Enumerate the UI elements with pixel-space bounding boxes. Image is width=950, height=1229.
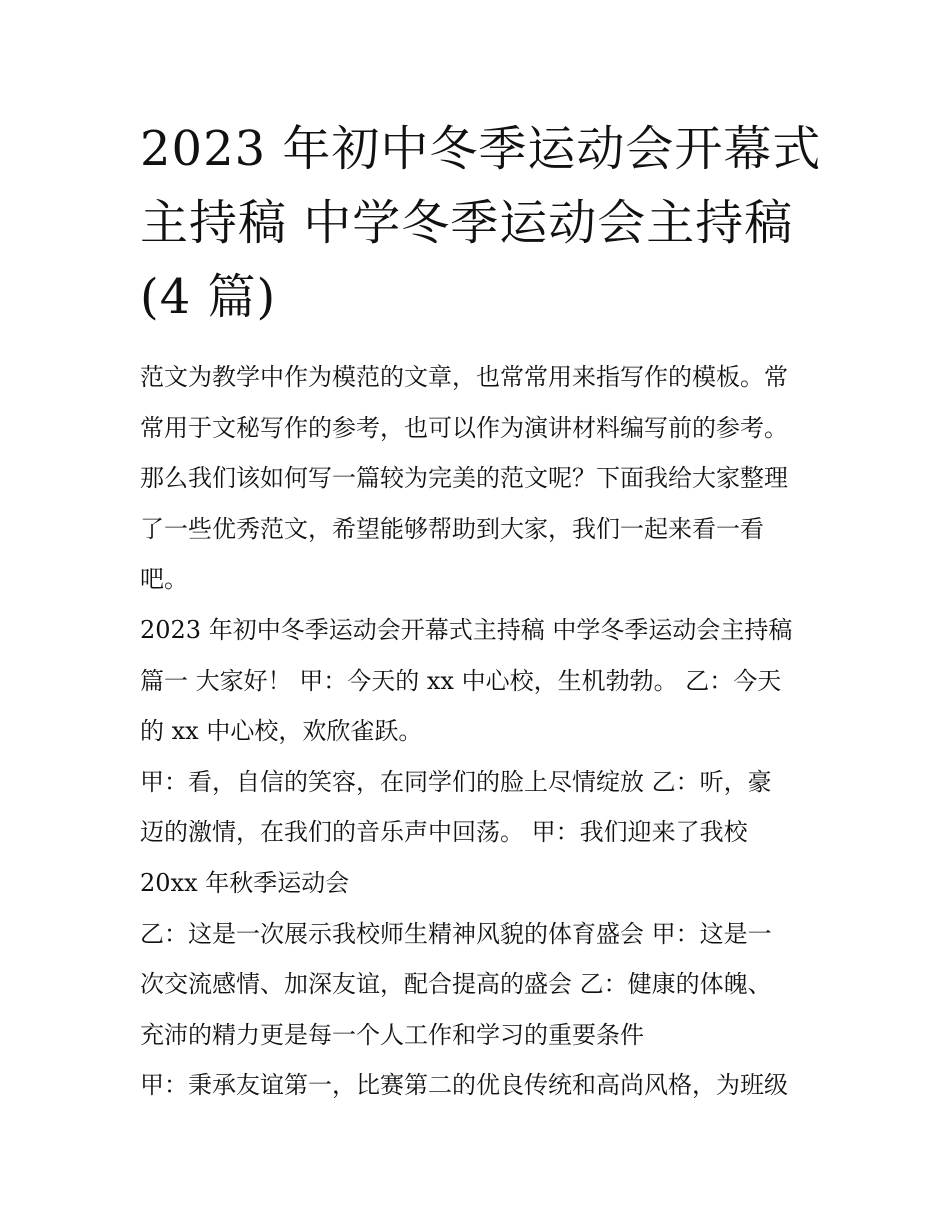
body-line: 范文为教学中作为模范的文章，也常常用来指写作的模板。常 [140, 363, 788, 391]
body-line: 充沛的精力更是每一个人工作和学习的重要条件 [140, 1020, 644, 1049]
body-line: 乙：这是一次展示我校师生精神风貌的体育盛会 甲：这是一 [140, 919, 772, 948]
body-line: 了一些优秀范文，希望能够帮助到大家，我们一起来看一看 [140, 514, 764, 543]
body-line: 20xx 年秋季运动会 [140, 868, 350, 897]
body-line: 吧。 [140, 565, 188, 594]
document-title [140, 112, 820, 334]
body-line: 次交流感情、加深友谊，配合提高的盛会 乙：健康的体魄、 [140, 970, 772, 999]
document-body [140, 352, 830, 1111]
body-line: 那么我们该如何写一篇较为完美的范文呢？下面我给大家整理 [140, 464, 788, 493]
body-line: 常用于文秘写作的参考，也可以作为演讲材料编写前的参考。 [140, 413, 788, 442]
title-line-1: 2023 年初中冬季运动会开幕式 [140, 121, 822, 177]
body-line: 篇一 大家好！ 甲：今天的 xx 中心校，生机勃勃。 乙：今天 [140, 666, 782, 695]
title-line-2: 主持稿 中学冬季运动会主持稿 [140, 195, 794, 251]
body-line: 迈的激情，在我们的音乐声中回荡。 甲：我们迎来了我校 [140, 818, 748, 847]
body-line: 的 xx 中心校，欢欣雀跃。 [140, 717, 423, 746]
body-line: 2023 年初中冬季运动会开幕式主持稿 中学冬季运动会主持稿 [140, 615, 793, 644]
body-line: 甲：秉承友谊第一，比赛第二的优良传统和高尚风格，为班级 [140, 1071, 788, 1100]
body-line: 甲：看，自信的笑容，在同学们的脸上尽情绽放 乙：听，豪 [140, 767, 772, 796]
title-line-3: (4 篇) [140, 269, 277, 325]
